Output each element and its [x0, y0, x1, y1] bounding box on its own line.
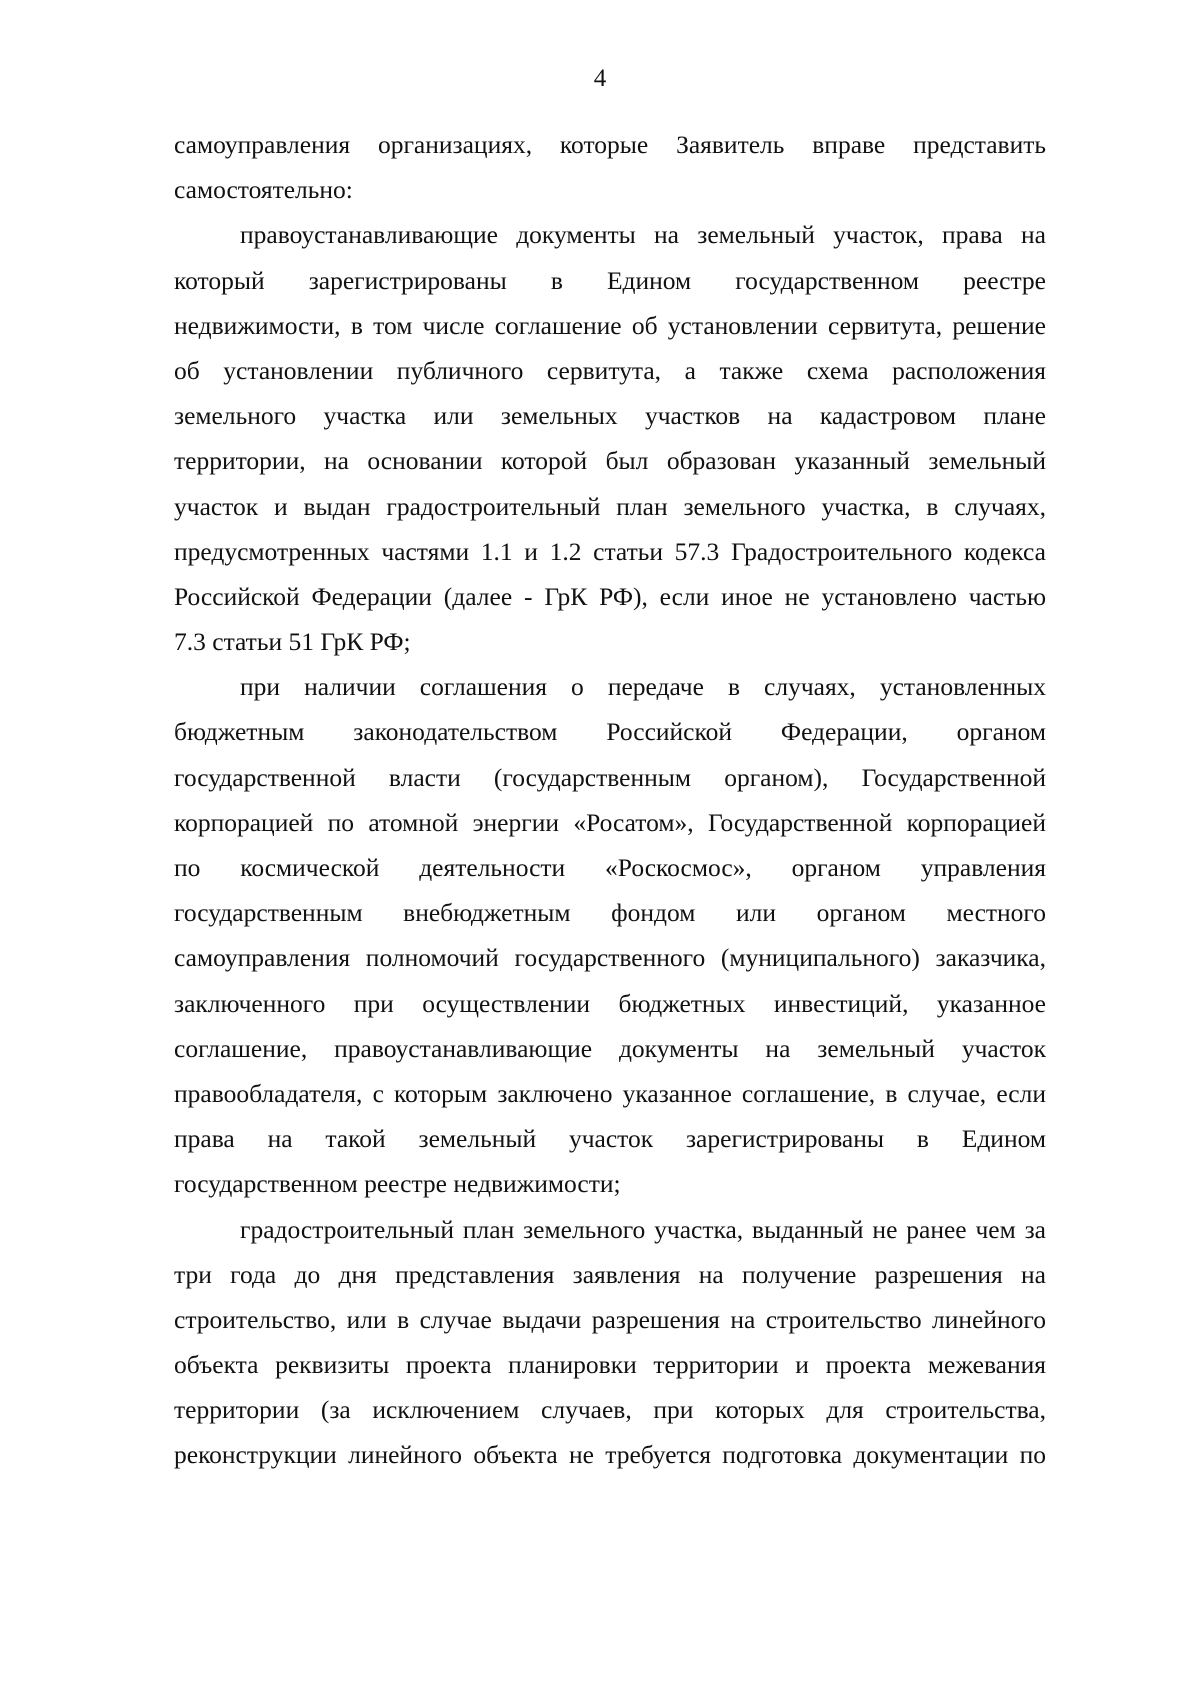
paragraph-title-documents [174, 212, 1046, 664]
text-line: участок и выдан градостроительный план земельного участка, в случаях, [174, 491, 1046, 521]
text-line: государственном реестре недвижимости; [174, 1169, 621, 1199]
text-line: территории (за исключением случаев, при которых для строительства, [174, 1395, 1046, 1425]
text-line: бюджетным законодательством Российской Федерации, органом [174, 717, 1046, 747]
text-line: правоустанавливающие документы на земельный участок, права на [240, 220, 1046, 250]
paragraph-intro-continuation [174, 122, 1046, 212]
text-line: земельного участка или земельных участков на кадастровом плане [174, 401, 1046, 431]
text-line: территории, на основании которой был образован указанный земельный [174, 446, 1046, 476]
text-line: самоуправления полномочий государственного (муниципального) заказчика, [174, 943, 1046, 973]
text-line: заключенного при осуществлении бюджетных инвестиций, указанное [174, 988, 1046, 1018]
text-line: самоуправления организациях, которые Заявитель вправе представить [174, 130, 1046, 159]
text-line: государственным внебюджетным фондом или органом местного [174, 898, 1046, 928]
text-line: правообладателя, с которым заключено указанное соглашение, в случае, если [174, 1078, 1046, 1108]
text-line: права на такой земельный участок зарегистрированы в Едином [174, 1124, 1046, 1154]
text-line: при наличии соглашения о передаче в случаях, установленных [240, 672, 1046, 702]
text-line: три года до дня представления заявления на получение разрешения на [174, 1259, 1046, 1289]
text-line: государственной власти (государственным органом), Государственной [174, 762, 1046, 792]
page-number: 4 [593, 65, 607, 92]
text-line: строительство, или в случае выдачи разрешения на строительство линейного [174, 1304, 1046, 1334]
text-line: который зарегистрированы в Едином государственном реестре [174, 265, 1046, 295]
text-line: предусмотренных частями 1.1 и 1.2 статьи 57.3 Градостроительного кодекса [174, 536, 1046, 566]
document-body [174, 122, 1046, 1478]
text-line: 7.3 статьи 51 ГрК РФ; [174, 627, 411, 657]
text-line: соглашение, правоустанавливающие документы на земельный участок [174, 1033, 1046, 1063]
text-line: объекта реквизиты проекта планировки территории и проекта межевания [174, 1350, 1046, 1380]
text-line: об установлении публичного сервитута, а также схема расположения [174, 355, 1046, 385]
text-line: Российской Федерации (далее - ГрК РФ), если иное не установлено частью [174, 581, 1046, 611]
text-line: по космической деятельности «Роскосмос», органом управления [174, 853, 1046, 882]
text-line: градостроительный план земельного участка, выданный не ранее чем за [240, 1214, 1046, 1244]
text-line: самостоятельно: [174, 175, 353, 205]
paragraph-transfer-agreement [174, 664, 1046, 1206]
text-line: реконструкции линейного объекта не требуется подготовка документации по [174, 1440, 1046, 1470]
text-line: корпорацией по атомной энергии «Росатом», Государственной корпорацией [174, 807, 1046, 837]
text-line: недвижимости, в том числе соглашение об установлении сервитута, решение [174, 310, 1046, 340]
paragraph-urban-plan [174, 1207, 1046, 1478]
